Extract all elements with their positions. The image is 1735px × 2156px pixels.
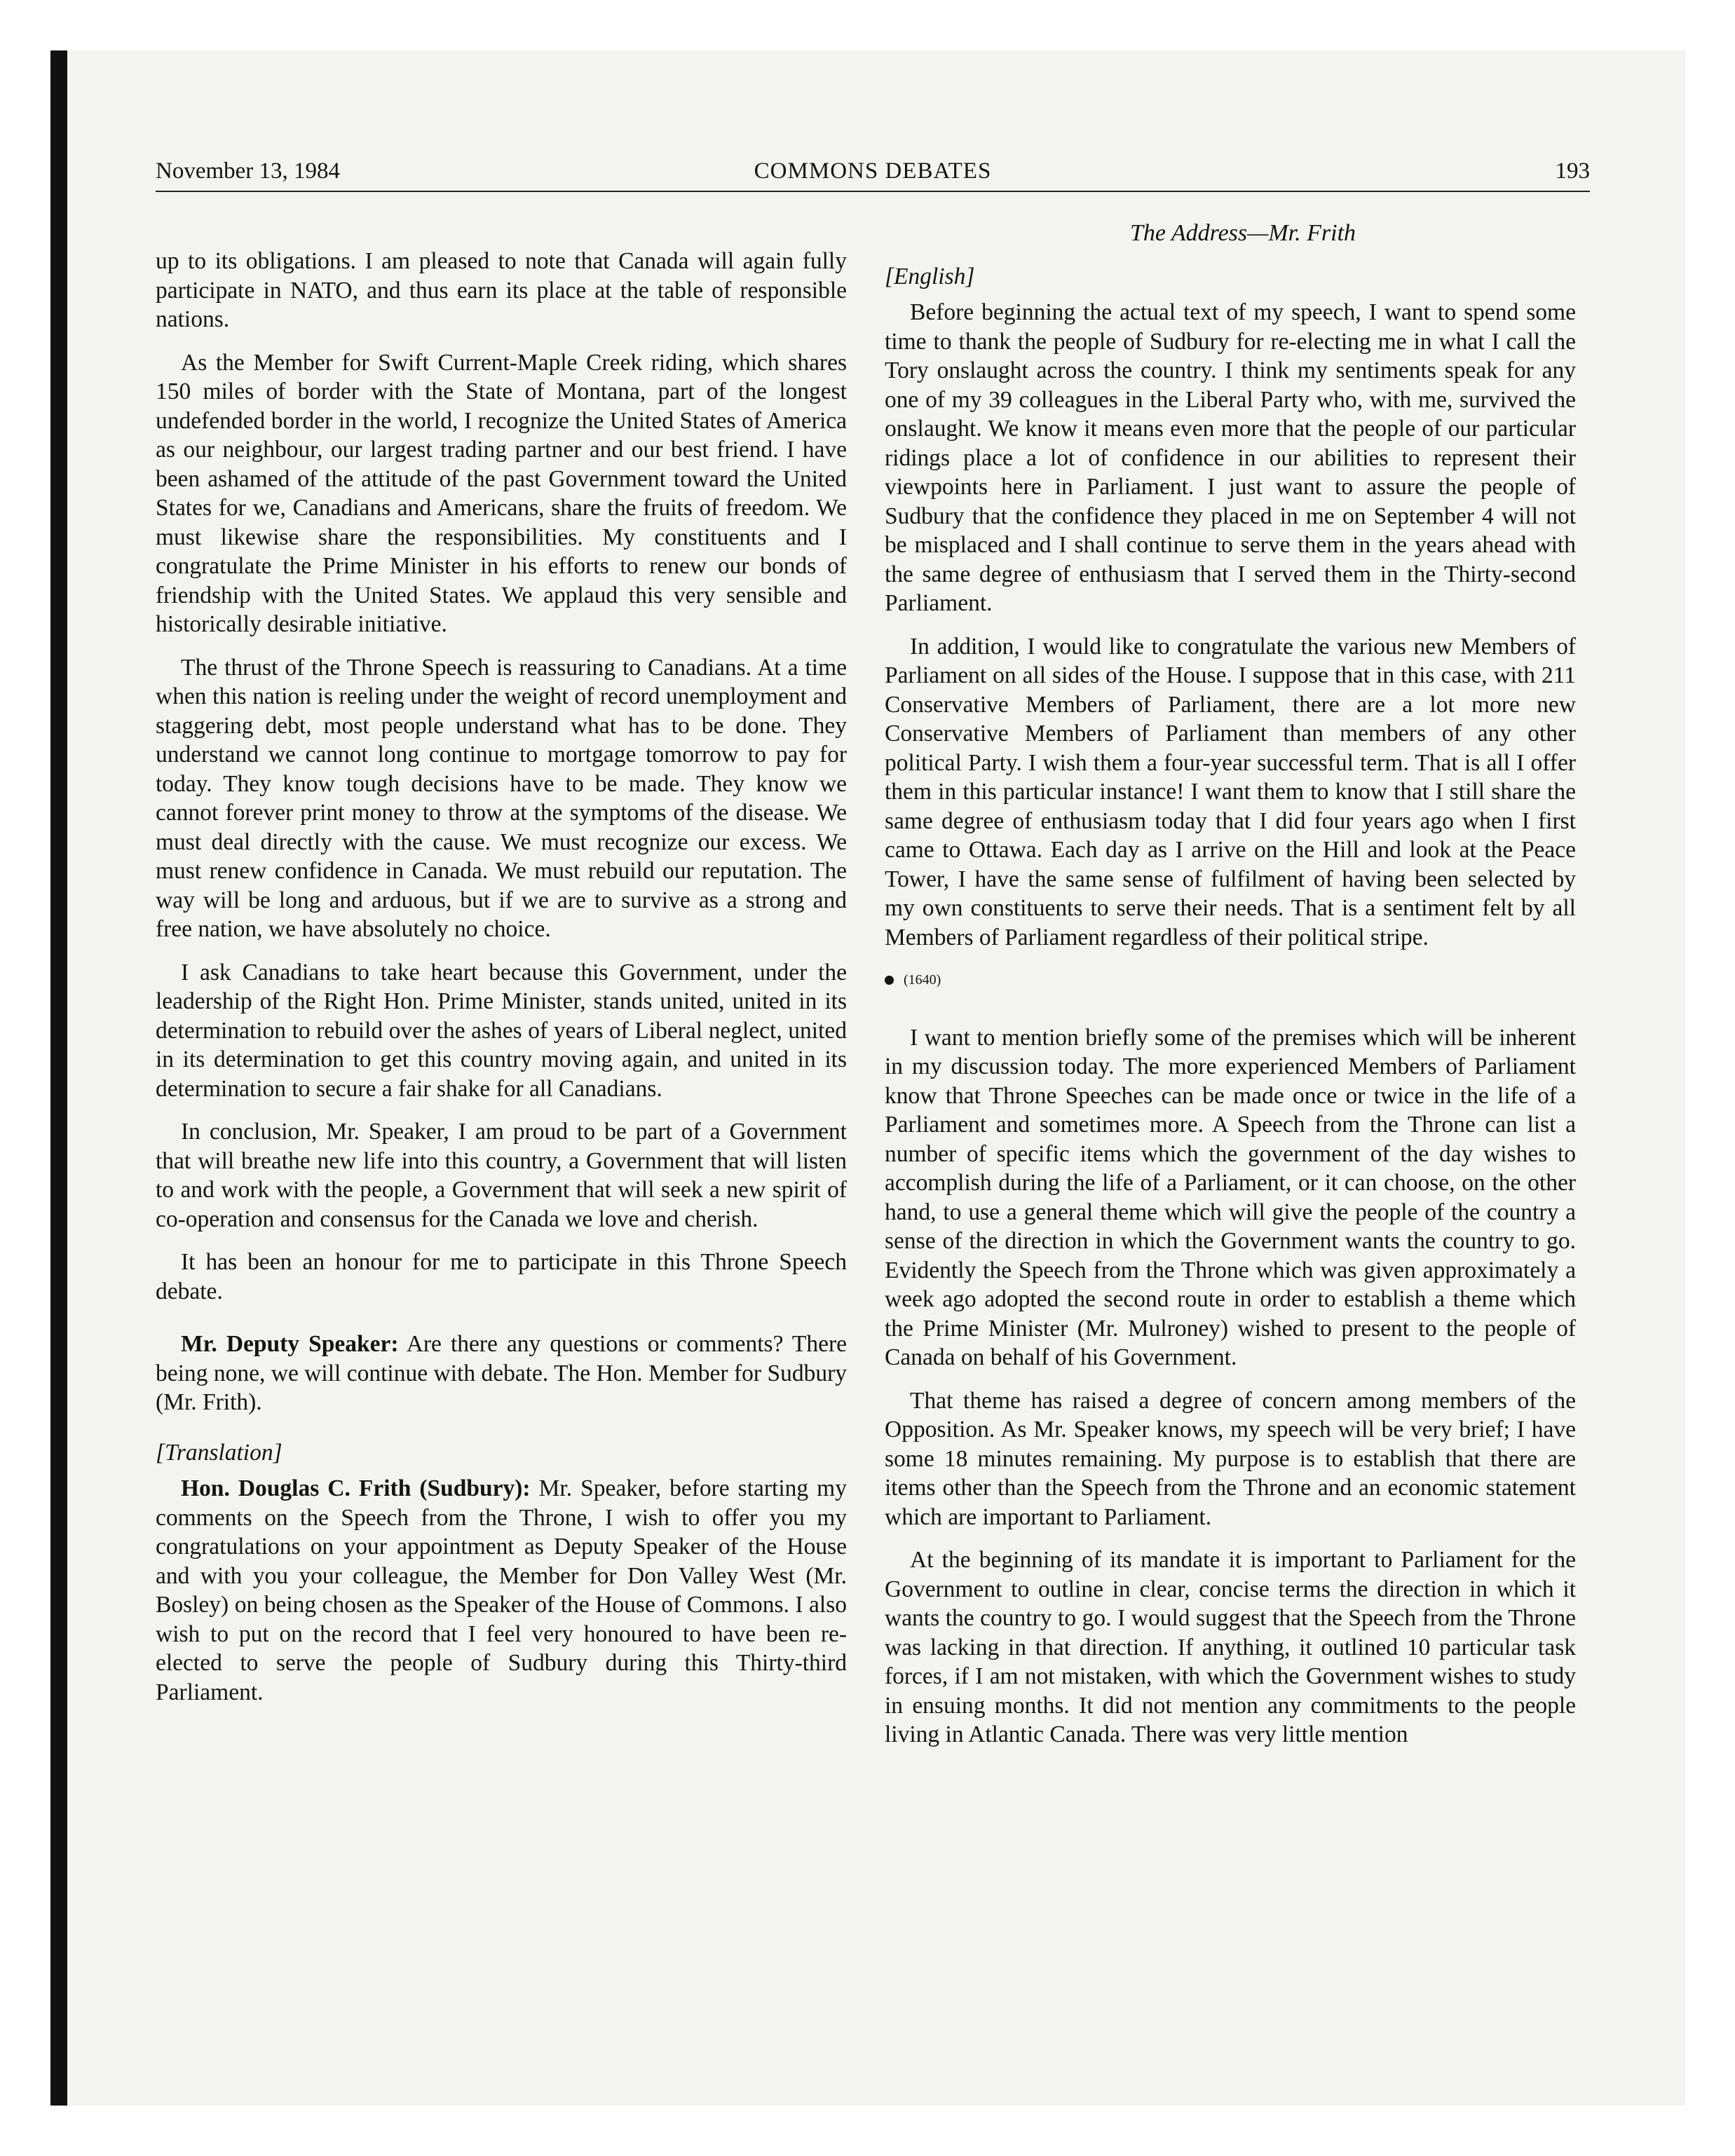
speech-text: Are there any questions or comments? There being none, we will continue with debate. The Hon. Member for Sudbury (Mr. Frith).	[156, 1331, 847, 1415]
paragraph: I want to mention briefly some of the premises which will be inherent in my discussion today. The more experienced Members of Parliament know that Throne Speeches can be made once or twice in the life of a Parliament and sometimes more. A Speech from the Throne can list a number of specific items which the government of the day wishes to accomplish during the life of a Parliament, or it can choose, on the other hand, to use a general theme which will give the people of the country a sense of the direction in which the Government wants the country to go. Evidently the Speech from the Throne which was given approximately a week ago adopted the second route in order to establish a theme which the Prime Minister (Mr. Mulroney) wished to present to the people of Canada on behalf of his Government.	[885, 1024, 1576, 1370]
header-rule	[156, 191, 1590, 192]
speech-paragraph	[156, 1330, 847, 1417]
page-number: 193	[1555, 158, 1590, 184]
section-label: [Translation]	[156, 1439, 283, 1466]
paragraph: At the beginning of its mandate it is important to Parliament for the Government to outline in clear, concise terms the direction in which it wants the country to go. I would suggest that the Speech from the Throne was lacking in that direction. If anything, it outlined 10 particular task forces, if I am not mistaken, with which the Government wishes to study in ensuing months. It did not mention any commitments to the people living in Atlantic Canada. There was very little mention	[885, 1547, 1576, 1747]
speech-text: Mr. Speaker, before starting my comments on the Speech from the Throne, I wish to offer you my congratulations on your appointment as Deputy Speaker of the House and with you your colleague, the Member for Don Valley West (Mr. Bosley) on being chosen as the Speaker of the House of Commons. I also wish to put on the record that I feel very honoured to have been re-elected to serve the people of Sudbury during this Thirty-third Parliament.	[156, 1475, 847, 1705]
binding-edge	[50, 50, 67, 2106]
speaker-name: Mr. Deputy Speaker:	[181, 1331, 399, 1357]
right-column	[885, 219, 1576, 1763]
header-date: November 13, 1984	[156, 158, 341, 184]
running-head: The Address—Mr. Frith	[1129, 220, 1356, 246]
paragraph: It has been an honour for me to participate in this Throne Speech debate.	[156, 1249, 847, 1304]
page-header	[156, 158, 1590, 192]
speech-paragraph	[156, 1474, 847, 1707]
left-column	[156, 247, 847, 1721]
paragraph: That theme has raised a degree of concern among members of the Opposition. As Mr. Speaker knows, my speech will be very brief; I have some 18 minutes remaining. My purpose is to establish that there are items other than the Speech from the Throne and an economic statement which are important to Parliament.	[885, 1387, 1576, 1530]
paragraph: As the Member for Swift Current-Maple Creek riding, which shares 150 miles of border with the State of Montana, part of the longest undefended border in the world, I recognize the United States of America as our neighbour, our largest trading partner and our best friend. I have been ashamed of the attitude of the past Government toward the United States for we, Canadians and Americans, share the fruits of freedom. We must likewise share the responsibilities. My constituents and I congratulate the Prime Minister in his efforts to renew our bonds of friendship with the United States. We applaud this very sensible and historically desirable initiative.	[156, 349, 847, 637]
section-label: [English]	[885, 263, 975, 289]
header-title: COMMONS DEBATES	[754, 158, 992, 184]
paragraph: up to its obligations. I am pleased to note that Canada will again fully participate in NATO, and thus earn its place at the table of responsible nations.	[156, 248, 847, 332]
time-marker	[885, 966, 1576, 995]
time-marker-text: (1640)	[904, 972, 941, 988]
paragraph: Before beginning the actual text of my speech, I want to spend some time to thank the people of Sudbury for re-electing me in what I call the Tory onslaught across the country. I think my sentiments speak for any one of my 39 colleagues in the Liberal Party who, with me, survived the onslaught. We know it means even more that the people of our particular ridings place a lot of confidence in our abilities to represent their viewpoints here in Parliament. I just want to assure the people of Sudbury that the confidence they placed in me on September 4 will not be misplaced and I shall continue to serve them in the years ahead with the same degree of enthusiasm that I served them in the Thirty-second Parliament.	[885, 299, 1576, 616]
paragraph: In conclusion, Mr. Speaker, I am proud to be part of a Government that will breathe new life into this country, a Government that will listen to and work with the people, a Government that will seek a new spirit of co-operation and consensus for the Canada we love and cherish.	[156, 1119, 847, 1232]
paragraph: The thrust of the Throne Speech is reassuring to Canadians. At a time when this nation is reeling under the weight of record unemployment and staggering debt, most people understand what has to be done. They understand we cannot long continue to mortgage tomorrow to pay for today. They know tough decisions have to be made. They know we cannot forever print money to throw at the symptoms of the disease. We must deal directly with the cause. We must recognize our excess. We must renew confidence in Canada. We must rebuild our reputation. The way will be long and arduous, but if we are to survive as a strong and free nation, we have absolutely no choice.	[156, 654, 847, 942]
paragraph: I ask Canadians to take heart because this Government, under the leadership of the Right Hon. Prime Minister, stands united, united in its determination to rebuild over the ashes of years of Liberal neglect, united in its determination to get this country moving again, and united in its determination to secure a fair shake for all Canadians.	[156, 959, 847, 1102]
bullet-icon	[885, 976, 894, 985]
speaker-name: Hon. Douglas C. Frith (Sudbury):	[181, 1475, 531, 1501]
paragraph: In addition, I would like to congratulate the various new Members of Parliament on all sides of the House. I suppose that in this case, with 211 Conservative Members of Parliament, there are a lot more new Conservative Members of Parliament than members of any other political Party. I wish them a four-year successful term. That is all I offer them in this particular instance! I want them to know that I still share the same degree of enthusiasm today that I did four years ago when I first came to Ottawa. Each day as I arrive on the Hill and look at the Peace Tower, I have the same sense of fulfilment of having been selected by my own constituents to serve their needs. That is a sentiment felt by all Members of Parliament regardless of their political stripe.	[885, 633, 1576, 950]
